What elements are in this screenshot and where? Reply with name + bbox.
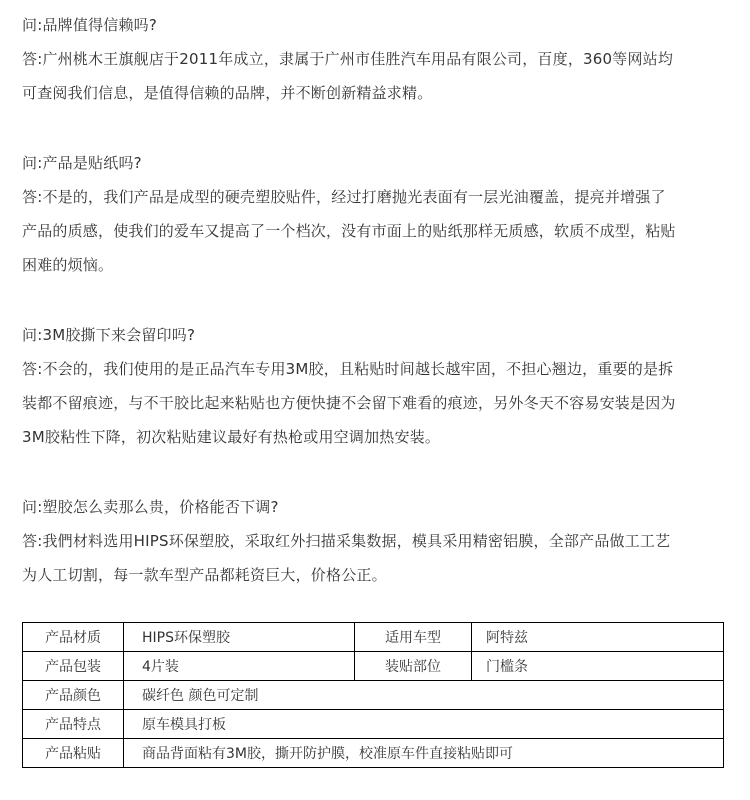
faq-answer-line: 为人工切割，每一款车型产品都耗资巨大，价格公正。 — [22, 566, 387, 584]
faq-answer-line: 答:广州桃木王旗舰店于2011年成立，隶属于广州市佳胜汽车用品有限公司，百度，360等网站均 — [22, 50, 674, 68]
table-row — [23, 652, 724, 681]
spec-label-color: 产品颜色 — [23, 681, 124, 710]
table-row — [23, 739, 724, 768]
spec-label-features: 产品特点 — [23, 710, 124, 739]
spec-label-adhesion: 产品粘贴 — [23, 739, 124, 768]
spec-label-packaging: 产品包装 — [23, 652, 124, 681]
spec-value-packaging: 4片装 — [124, 652, 355, 681]
spec-value-color: 碳纤色 颜色可定制 — [124, 681, 724, 710]
faq-answer-line: 3M胶粘性下降，初次粘贴建议最好有热枪或用空调加热安装。 — [22, 428, 441, 446]
spec-value-adhesion: 商品背面粘有3M胶，撕开防护膜，校准原车件直接粘贴即可 — [124, 739, 724, 768]
faq-answer-line: 装都不留痕迹，与不干胶比起来粘贴也方便快捷不会留下难看的痕迹，另外冬天不容易安装是因为 — [22, 394, 676, 412]
faq-answer-line: 可查阅我们信息，是值得信赖的品牌，并不断创新精益求精。 — [22, 84, 433, 102]
faq-item-price — [22, 490, 734, 592]
product-spec-table — [22, 622, 724, 768]
spec-value-material: HIPS环保塑胶 — [124, 623, 355, 652]
spec-label-position: 装贴部位 — [355, 652, 472, 681]
table-row — [23, 710, 724, 739]
faq-question: 问:3M胶撕下来会留印吗? — [22, 326, 196, 344]
faq-answer-line: 答:不会的，我们使用的是正品汽车专用3M胶，且粘贴时间越长越牢固，不担心翘边，重要的是拆 — [22, 360, 674, 378]
spec-label-car-model: 适用车型 — [355, 623, 472, 652]
faq-answer-line: 答:不是的，我们产品是成型的硬壳塑胶贴件，经过打磨抛光表面有一层光油覆盖，提亮并增强了 — [22, 188, 666, 206]
faq-question: 问:塑胶怎么卖那么贵，价格能否下调? — [22, 498, 279, 516]
spec-value-position: 门槛条 — [472, 652, 724, 681]
faq-answer-line: 困难的烦恼。 — [22, 256, 114, 274]
faq-answer-line: 产品的质感，使我们的爱车又提高了一个档次，没有市面上的贴纸那样无质感，软质不成型，粘贴 — [22, 222, 676, 240]
spec-value-car-model: 阿特兹 — [472, 623, 724, 652]
spec-label-material: 产品材质 — [23, 623, 124, 652]
faq-question: 问:产品是贴纸吗? — [22, 154, 142, 172]
faq-item-3m-glue — [22, 318, 734, 454]
table-row — [23, 623, 724, 652]
faq-item-sticker — [22, 146, 734, 282]
table-row — [23, 681, 724, 710]
faq-item-brand — [22, 8, 734, 110]
faq-answer-line: 答:我們材料选用HIPS环保塑胶，采取红外扫描采集数据，模具采用精密铝膜，全部产品做工工艺 — [22, 532, 671, 550]
faq-question: 问:品牌值得信赖吗? — [22, 16, 158, 34]
spec-value-features: 原车模具打板 — [124, 710, 724, 739]
